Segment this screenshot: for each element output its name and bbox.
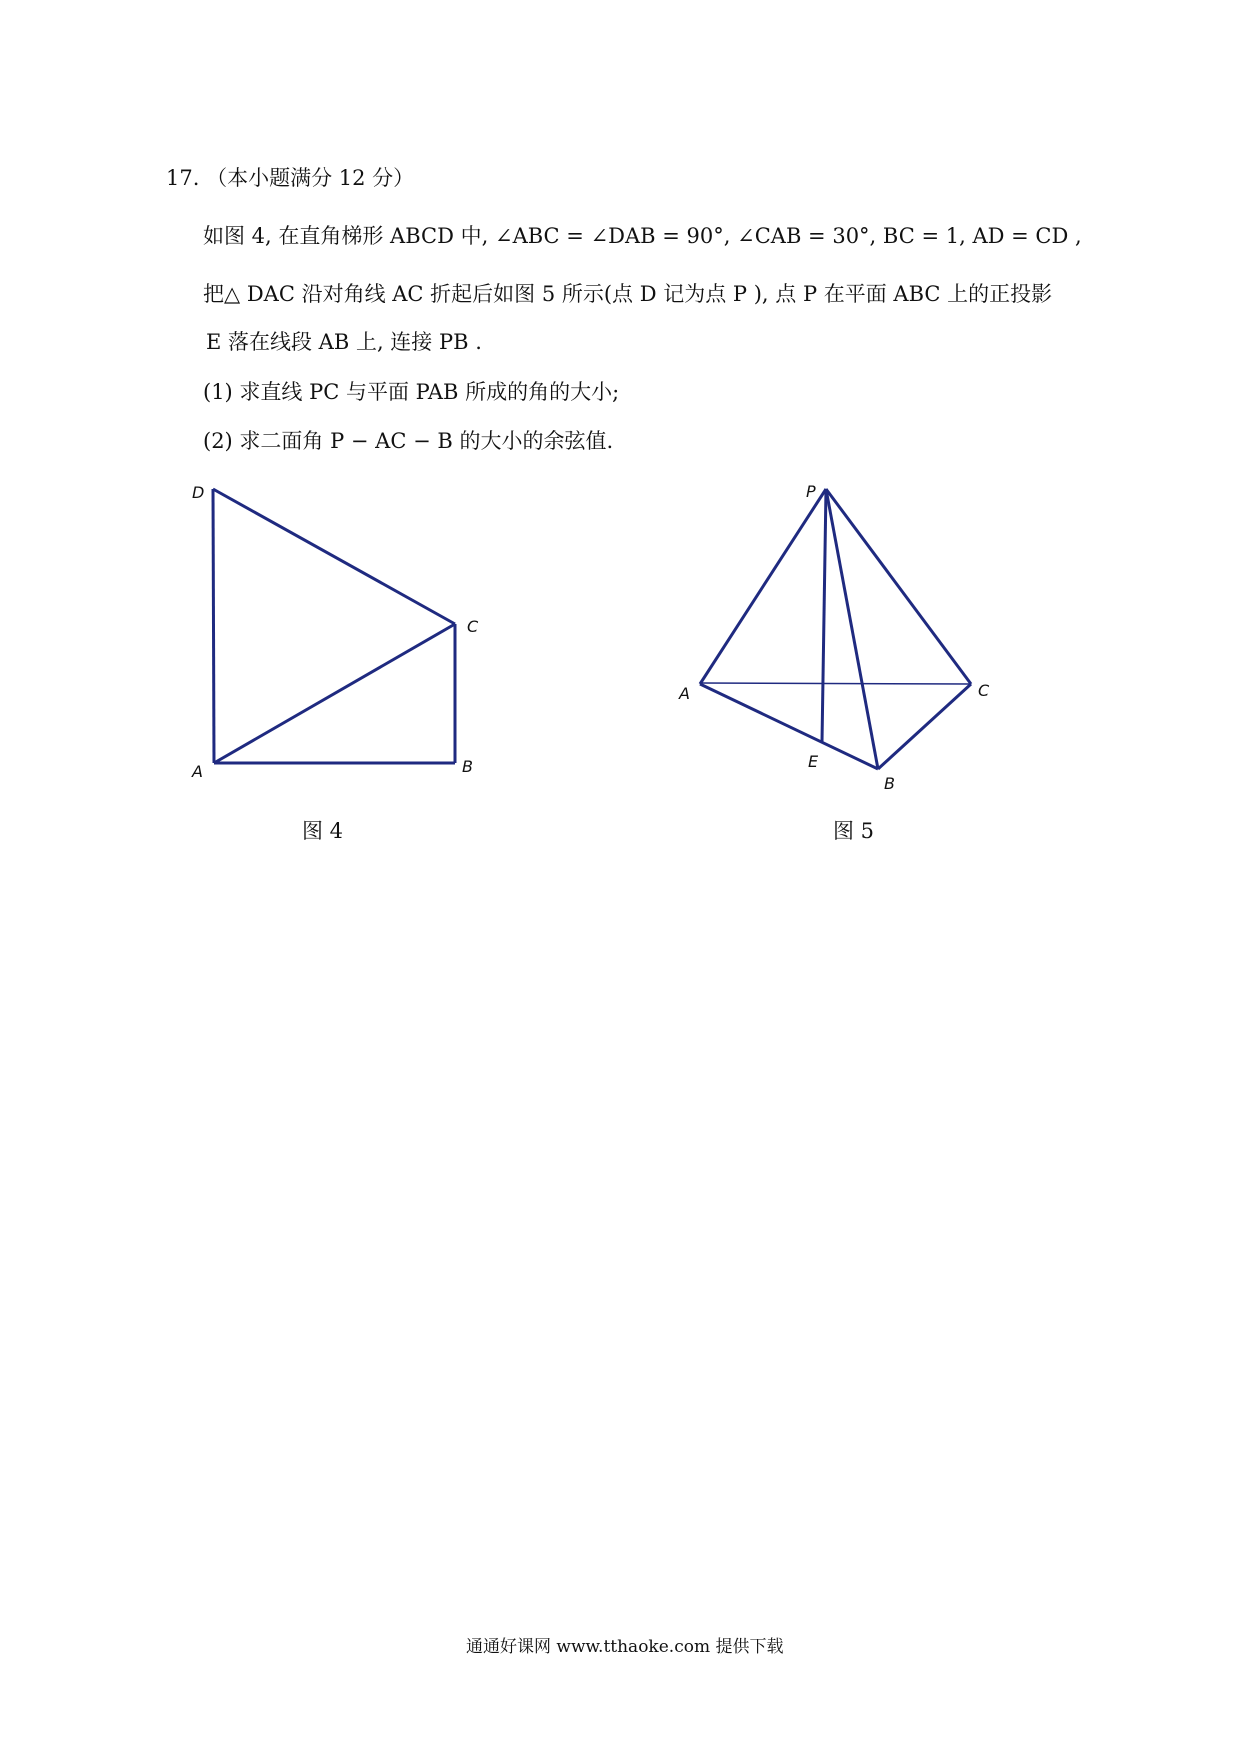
- figure-5: [700, 489, 971, 769]
- fig5-label-E: E: [808, 752, 819, 771]
- figure-5-caption: 图 5: [833, 819, 875, 843]
- fig5-edge-PE: [822, 489, 826, 742]
- fig4-label-D: D: [192, 483, 205, 502]
- question-line-3: E 落在线段 AB 上, 连接 PB .: [206, 330, 482, 354]
- fig4-edge-DA: [213, 489, 214, 763]
- fig5-edge-PB: [826, 489, 878, 769]
- question-part-2: (2) 求二面角 P − AC − B 的大小的余弦值.: [203, 429, 614, 453]
- fig5-label-B: B: [884, 774, 895, 793]
- fig5-edge-PA: [700, 489, 826, 684]
- fig4-edge-AC: [214, 624, 455, 763]
- question-line-2: 把△ DAC 沿对角线 AC 折起后如图 5 所示(点 D 记为点 P ), 点 P 在平面 ABC 上的正投影: [203, 282, 1053, 306]
- figure-4: [213, 489, 455, 763]
- question-header: 17. （本小题满分 12 分）: [166, 166, 415, 190]
- question-part-1: (1) 求直线 PC 与平面 PAB 所成的角的大小;: [203, 380, 620, 404]
- question-line-1: 如图 4, 在直角梯形 ABCD 中, ∠ABC = ∠DAB = 90°, ∠CAB = 30°, BC = 1, AD = CD ,: [203, 224, 1082, 248]
- fig5-label-A: A: [679, 684, 690, 703]
- figure-4-caption: 图 4: [302, 819, 344, 843]
- fig4-label-B: B: [462, 757, 473, 776]
- fig5-edge-AB: [700, 684, 878, 769]
- fig4-label-A: A: [192, 762, 203, 781]
- fig5-edge-AC: [700, 683, 971, 684]
- fig5-edge-BC: [878, 684, 971, 769]
- footer-credit: 通通好课网 www.tthaoke.com 提供下载: [466, 1637, 784, 1657]
- fig4-label-C: C: [467, 617, 479, 636]
- fig5-edge-PC: [826, 489, 971, 684]
- fig4-edge-DC: [213, 489, 455, 624]
- fig5-label-P: P: [806, 482, 816, 501]
- fig5-label-C: C: [978, 681, 990, 700]
